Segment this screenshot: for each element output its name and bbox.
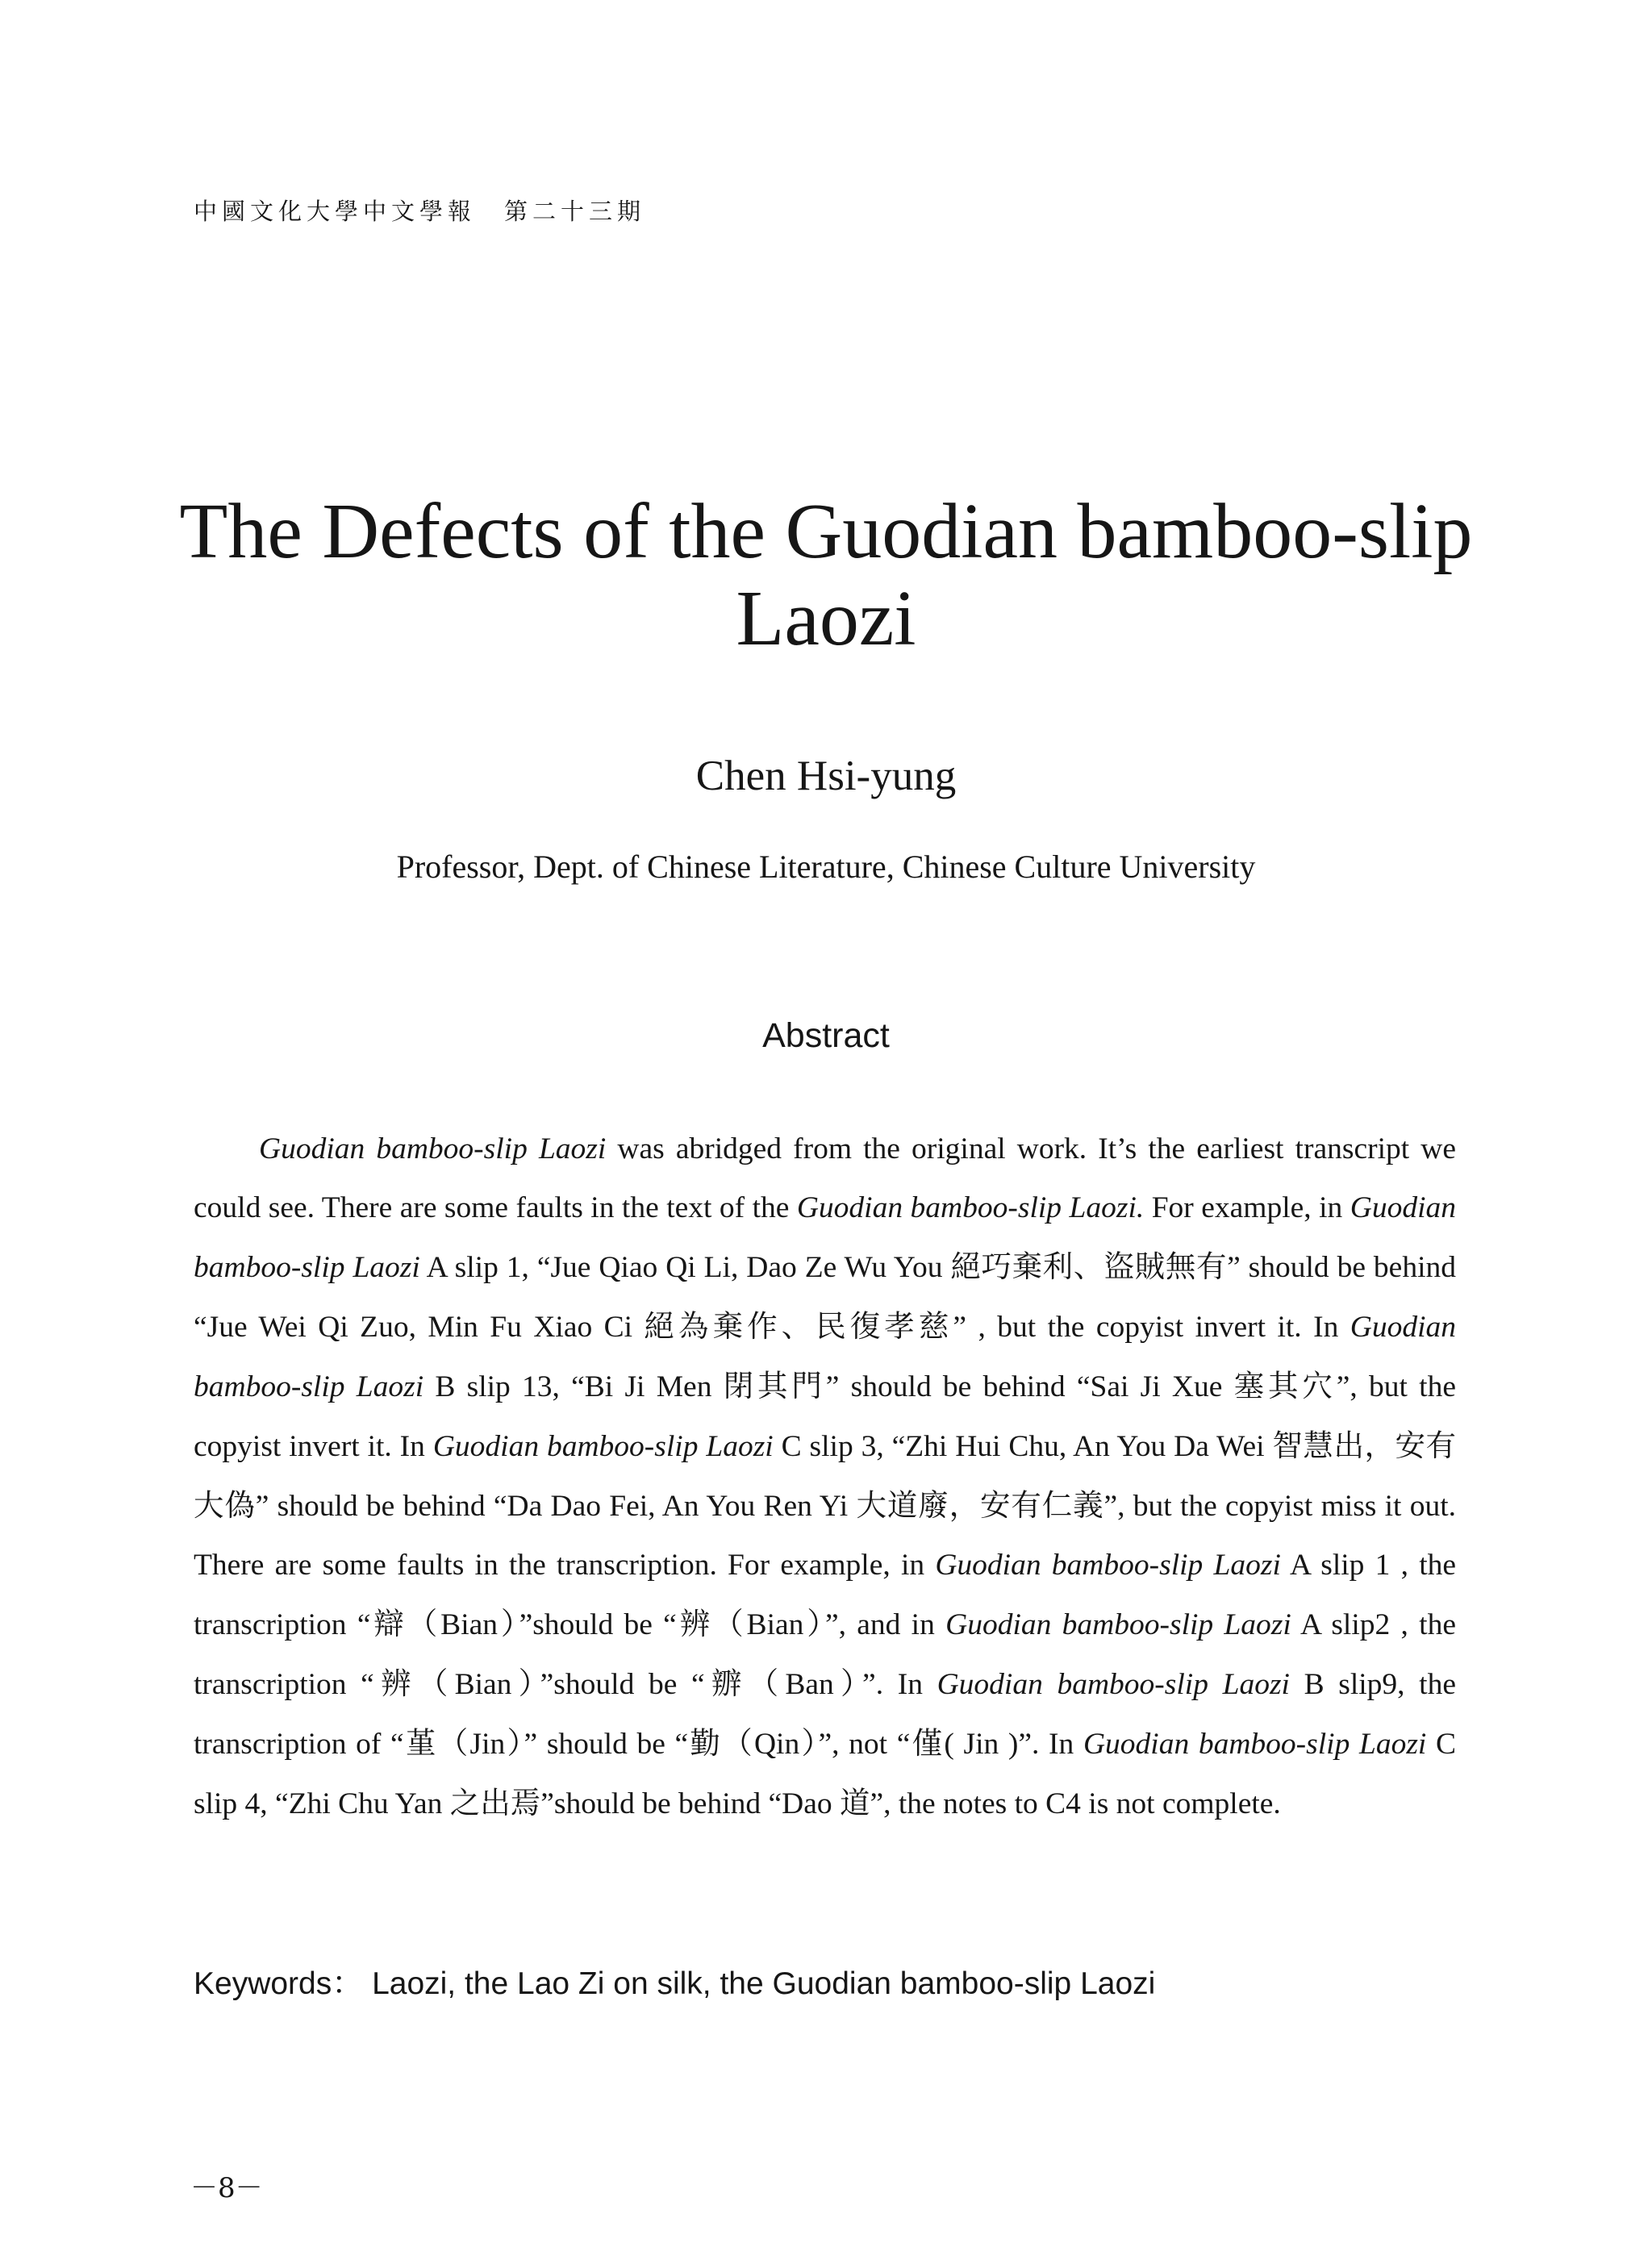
abstract-cjk-text: 辨: [676, 1606, 714, 1641]
abstract-text: （Ban）”. In: [748, 1668, 937, 1701]
abstract-text: ”, but the copyist miss it out. There are some faults in the transcription. For example, in: [194, 1490, 1457, 1582]
abstract-text: A slip2 , the transcription “: [194, 1608, 1456, 1701]
abstract-italic-title: Guodian bamboo-slip Laozi: [937, 1668, 1290, 1701]
abstract-italic-title: Guodian bamboo-slip Laozi: [935, 1549, 1281, 1582]
abstract-italic-title: Guodian bamboo-slip Laozi: [259, 1132, 607, 1165]
abstract-text: B slip9, the transcription of “: [194, 1668, 1456, 1761]
abstract-text: C slip 3, “Zhi Hui Chu, An You Da Wei: [773, 1430, 1273, 1463]
author-name: Chen Hsi-yung: [695, 753, 957, 799]
running-head: 中國文化大學中文學報 第二十三期: [194, 198, 646, 225]
abstract-cjk-text: 僅: [910, 1725, 945, 1761]
abstract-cjk-text: 勤: [688, 1725, 723, 1761]
abstract-cjk-text: 絕為棄作、民復孝慈: [644, 1308, 953, 1344]
abstract-italic-title: Guodian bamboo-slip Laozi: [1083, 1728, 1427, 1761]
abstract-text: ( Jin )”. In: [944, 1728, 1083, 1761]
abstract-italic-title: Guodian bamboo-slip Laozi: [194, 1191, 1456, 1284]
page-number: －8－: [190, 2172, 263, 2204]
abstract-italic-title: Guodian bamboo-slip Laozi: [194, 1311, 1457, 1403]
abstract-text: （Qin）”, not “: [722, 1728, 911, 1761]
abstract-cjk-text: 道: [839, 1785, 870, 1820]
keywords: Keywords： Laozi, the Lao Zi on silk, the Guodian bamboo-slip Laozi: [194, 1966, 1156, 2001]
abstract-text: ” should be behind “Da Dao Fei, An You Ren Yi: [255, 1490, 857, 1523]
abstract-text: was abridged from the original work. It’s the earliest transcript we could see. There are some faults in the text of the: [194, 1132, 1456, 1224]
abstract-cjk-text: 塞其穴: [1233, 1368, 1337, 1403]
abstract-cjk-text: 大道廢，安有仁義: [856, 1487, 1104, 1523]
abstract-text: （Bian）”should be “: [407, 1608, 677, 1641]
abstract-text: ”should be behind “Dao: [540, 1787, 840, 1820]
abstract-text: ” , but the copyist invert it. In: [953, 1311, 1350, 1344]
abstract-text: ”, the notes to C4 is not complete.: [870, 1787, 1281, 1820]
abstract-text: A slip 1 , the transcription “: [194, 1549, 1457, 1641]
abstract-cjk-text: 辯: [370, 1606, 407, 1641]
abstract-cjk-text: 絕巧棄利、盜賊無有: [950, 1249, 1228, 1284]
abstract-cjk-text: 閉其門: [723, 1368, 826, 1403]
abstract-cjk-text: 辨: [373, 1666, 418, 1701]
abstract-text: A slip 1, “Jue Qiao Qi Li, Dao Ze Wu You: [419, 1251, 951, 1284]
abstract-text: ” should be behind “Sai Ji Xue: [825, 1370, 1234, 1403]
abstract-cjk-text: 智慧出，安有大偽: [194, 1428, 1456, 1523]
abstract-italic-title: Guodian bamboo-slip Laozi: [432, 1430, 774, 1463]
abstract-text: ” should be behind “Jue Wei Qi Zuo, Min Fu Xiao Ci: [194, 1251, 1456, 1344]
abstract-text: （Jin）” should be “: [437, 1728, 689, 1761]
abstract-italic-title: Guodian bamboo-slip Laozi: [945, 1608, 1291, 1641]
abstract-body: [194, 1120, 1456, 1833]
abstract-cjk-text: 辧: [704, 1666, 749, 1701]
abstract-text: For example, in: [1144, 1191, 1350, 1224]
abstract-heading: Abstract: [762, 1016, 890, 1055]
abstract-italic-title: Guodian bamboo-slip Laozi.: [796, 1191, 1145, 1224]
abstract-text: （Bian）”, and in: [713, 1608, 946, 1641]
abstract-text: ”, but the copyist invert it. In: [194, 1370, 1456, 1463]
abstract-text: （Bian）”should be “: [417, 1668, 705, 1701]
abstract-text: C slip 4, “Zhi Chu Yan: [194, 1728, 1456, 1820]
abstract-cjk-text: 堇: [403, 1725, 438, 1761]
abstract-cjk-text: 之出焉: [449, 1785, 541, 1820]
author-affiliation: Professor, Dept. of Chinese Literature, Chinese Culture University: [396, 849, 1256, 885]
paper-title: The Defects of the Guodian bamboo-slip Laozi: [179, 488, 1473, 662]
abstract-text: B slip 13, “Bi Ji Men: [423, 1370, 724, 1403]
